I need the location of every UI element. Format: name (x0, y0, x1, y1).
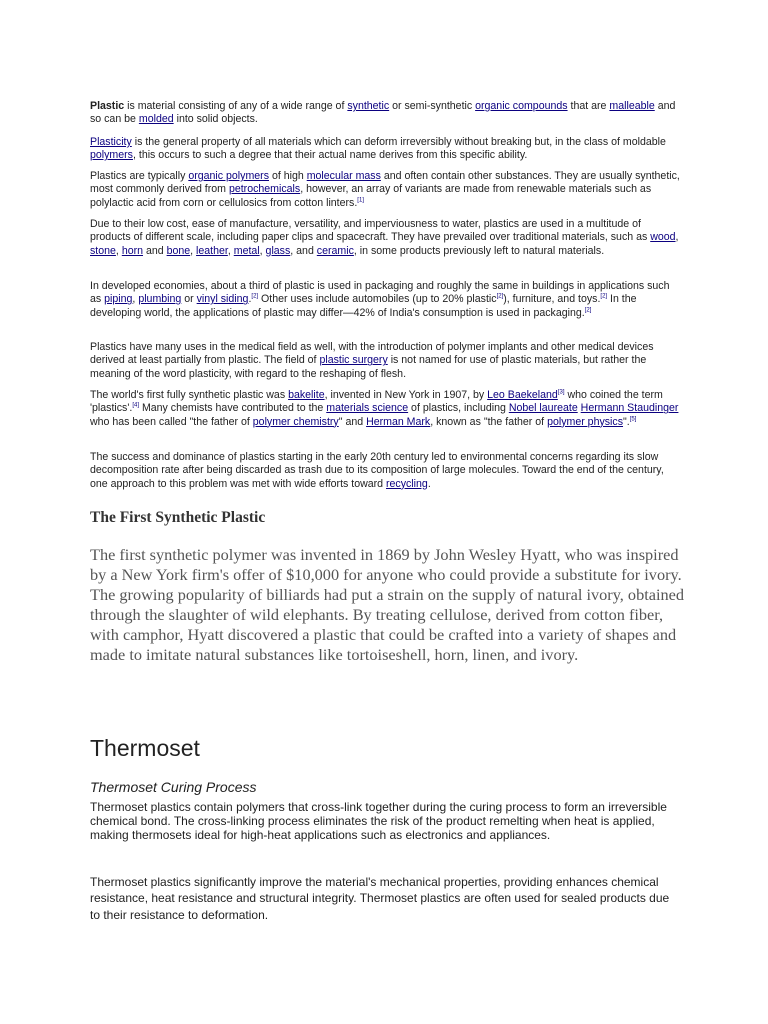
link-horn[interactable]: horn (121, 244, 144, 257)
link-plasticity[interactable]: Plasticity (90, 136, 132, 148)
link-wood[interactable]: wood (650, 231, 676, 244)
citation-2d[interactable]: [2] (584, 307, 592, 314)
link-hermann-staudinger[interactable]: Hermann Staudinger (580, 402, 679, 415)
section-heading-first-synthetic-plastic: The First Synthetic Plastic (90, 509, 266, 526)
link-materials-science[interactable]: materials science (326, 402, 409, 415)
link-herman-mark[interactable]: Herman Mark (366, 415, 431, 428)
link-leo-baekeland[interactable]: Leo Baekeland (487, 389, 558, 401)
intro-paragraph-environment: The success and dominance of plastics starting in the early 20th century led to environmental concerns regarding its slow decomposition rate after being discarded as trash due to its composition of large molecules. Toward the end of the century, one approach to this problem was met with wide efforts toward recycling. (90, 451, 664, 490)
link-piping[interactable]: piping (104, 293, 133, 306)
intro-paragraph-economies: In developed economies, about a third of plastic is used in packaging and roughly the same in buildings in applications such as piping, plumbing or vinyl siding.[2] Other uses include automobiles (up to 20% plastic[2]), furniture, and toys.[2] In the developing world, the applications of plastic may differ—42% of India's consumption is used in packaging.[2] (90, 280, 670, 319)
link-organic-compounds[interactable]: organic compounds (475, 100, 568, 112)
thermoset-paragraph-properties: Thermoset plastics significantly improve the material's mechanical properties, providing enhances chemical resistance, heat resistance and structural integrity. Thermoset plastics are often used for sealed products due to their resistance to deformation. (90, 875, 670, 922)
intro-paragraph-uses: Due to their low cost, ease of manufacture, versatility, and imperviousness to water, plastics are used in a multitude of products of different scale, including paper clips and spacecraft. They have prevailed over traditional materials, such as wood, stone, horn and bone, leather, metal, glass, and ceramic, in some products previously left to natural materials. (90, 218, 679, 257)
citation-2a[interactable]: [2] (251, 293, 259, 300)
citation-1[interactable]: [1] (357, 197, 364, 204)
link-polymer-chemistry[interactable]: polymer chemistry (252, 415, 339, 428)
link-polymers[interactable]: polymers (90, 149, 133, 162)
first-synthetic-plastic-text: The first synthetic polymer was invented in 1869 by John Wesley Hyatt, who was inspired by a New York firm's offer of $10,000 for anyone who could provide a substitute for ivory. The growing popularity of billiards had put a strain on the supply of natural ivory, obtained through the slaughter of wild elephants. By treating cellulose, derived from cotton fiber, with camphor, Hyatt discovered a plastic that could be crafted into a variety of shapes and made to imitate natural substances like tortoiseshell, horn, linen, and ivory. (90, 545, 684, 665)
link-bakelite[interactable]: bakelite (288, 389, 325, 401)
citation-4[interactable]: [4] (132, 402, 139, 409)
link-vinyl-siding[interactable]: vinyl siding (196, 293, 249, 306)
section-heading-thermoset: Thermoset (90, 735, 200, 761)
link-metal[interactable]: metal (233, 244, 260, 257)
intro-paragraph-typical: Plastics are typically organic polymers of high molecular mass and often contain other substances. They are usually synthetic, most commonly derived from petrochemicals, however, an array of variants are made from renewable materials such as polylactic acid from corn or cellulosics from cotton linters.[1] (90, 170, 680, 209)
link-petrochemicals[interactable]: petrochemicals (228, 183, 301, 196)
subheading-thermoset-curing-process: Thermoset Curing Process (90, 779, 257, 795)
link-synthetic[interactable]: synthetic (347, 100, 390, 112)
citation-5[interactable]: [5] (629, 416, 637, 423)
link-polymer-physics[interactable]: polymer physics (547, 415, 624, 428)
link-bone[interactable]: bone (166, 244, 191, 257)
term-plastic: Plastic (90, 100, 125, 112)
thermoset-paragraph-curing: Thermoset plastics contain polymers that cross-link together during the curing process to form an irreversible chemical bond. The cross-linking process eliminates the risk of the product remelting when heat is applied, making thermosets ideal for high-heat applications such as electronics and appliances. (90, 800, 667, 842)
link-recycling[interactable]: recycling (386, 477, 428, 490)
link-molded[interactable]: molded (138, 113, 174, 126)
link-malleable[interactable]: malleable (609, 100, 655, 112)
link-leather[interactable]: leather (196, 244, 228, 257)
citation-2c[interactable]: [2] (600, 293, 608, 300)
intro-paragraph-medical: Plastics have many uses in the medical field as well, with the introduction of polymer implants and other medical devices derived at least partially from plastic. The field of plastic surgery is not named for use of plastic materials, but rather the meaning of the word plasticity, with regard to the reshaping of flesh. (90, 341, 654, 380)
link-ceramic[interactable]: ceramic (316, 244, 354, 257)
intro-paragraph-plasticity: Plasticity is the general property of all materials which can deform irreversibly without breaking but, in the class of moldable polymers, this occurs to such a degree that their actual name derives from this specific ability. (90, 136, 666, 162)
citation-3[interactable]: [3] (557, 389, 565, 396)
link-stone[interactable]: stone (90, 244, 116, 257)
citation-2b[interactable]: [2] (496, 293, 504, 300)
intro-paragraph-bakelite: The world's first fully synthetic plastic was bakelite, invented in New York in 1907, by Leo Baekeland[3] who coined the term 'plastics'.[4] Many chemists have contributed to the materials science of plastics, including Nobel laureate Hermann Staudinger who has been called "the father of polymer chemistry" and Herman Mark, known as "the father of polymer physics".[5] (90, 389, 679, 428)
link-plumbing[interactable]: plumbing (138, 293, 182, 306)
link-plastic-surgery[interactable]: plastic surgery (319, 354, 388, 367)
intro-paragraph-plastic: Plastic is material consisting of any of a wide range of synthetic or semi-synthetic organic compounds that are malleable and so can be molded into solid objects. (90, 100, 676, 126)
link-nobel-laureate[interactable]: Nobel laureate (508, 402, 578, 415)
link-organic-polymers[interactable]: organic polymers (188, 170, 269, 182)
link-glass[interactable]: glass (265, 244, 291, 257)
link-molecular-mass[interactable]: molecular mass (306, 170, 381, 182)
